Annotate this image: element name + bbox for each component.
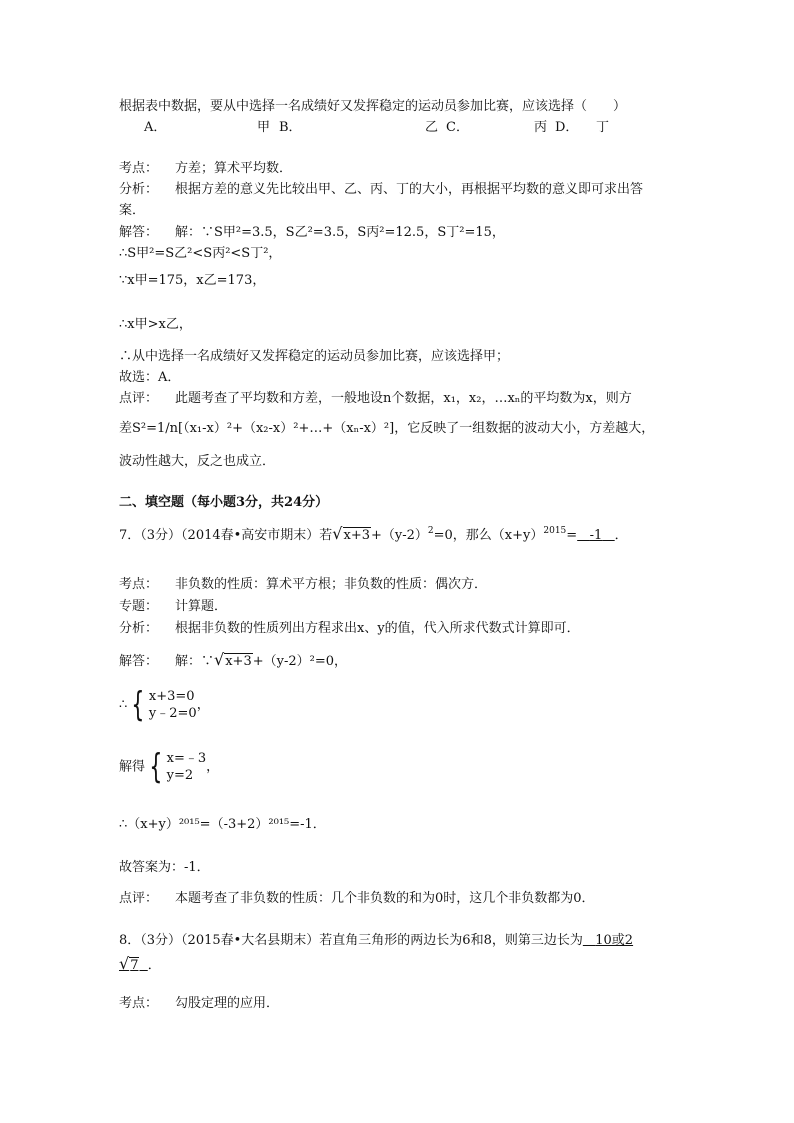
q7-stem-mid: +（y-2） bbox=[371, 528, 428, 543]
q7-stem-end: ． bbox=[614, 528, 628, 543]
q6-option-b: B． bbox=[279, 120, 302, 135]
q7-answer-line: 故答案为：-1． bbox=[119, 860, 210, 875]
q7-eq: = bbox=[566, 528, 578, 543]
system-1-eq-a: x+3=0 bbox=[148, 689, 195, 704]
dianping-text: 本题考查了非负数的性质：几个非负数的和为0时，这几个非负数都为0． bbox=[175, 891, 595, 906]
q7-stem-pre: 7．（3分）（2014春•高安市期末）若 bbox=[119, 528, 333, 543]
q6-jieda-3: ∵x甲=175，x乙=173， bbox=[119, 273, 266, 288]
sqrt-symbol: √x+3 bbox=[214, 650, 252, 669]
q6-jieda-2: ∴S甲²=S乙²<S丙²<S丁²， bbox=[119, 246, 282, 261]
q8-stem-2: √7 ． bbox=[119, 954, 161, 973]
brace-icon: { bbox=[131, 685, 145, 725]
zhuanti-text: 计算题． bbox=[175, 599, 228, 614]
system-2-eq-b: y=2 bbox=[166, 768, 194, 783]
q7-answer: -1 bbox=[589, 528, 603, 543]
fenxi-text: 根据方差的意义先比较出甲、乙、丙、丁的大小，再根据平均数的意义即可求出答 bbox=[175, 182, 644, 197]
fenxi-text: 根据非负数的性质列出方程求出x、y的值，代入所求代数式计算即可． bbox=[175, 621, 580, 636]
q7-stem: 7．（3分）（2014春•高安市期末）若$√x+3+(y-2)^2=0$，那么$(x+y)^{2015}=$ -1 ． bbox=[119, 524, 628, 543]
q6-jieda-5: ∴从中选择一名成绩好又发挥稳定的运动员参加比赛，应该选择甲； bbox=[119, 349, 510, 364]
q7-result: ∴（x+y）²⁰¹⁵=（-3+2）²⁰¹⁵=-1． bbox=[119, 817, 326, 832]
q7-zhuanti bbox=[119, 600, 227, 613]
q6-dianping bbox=[119, 392, 632, 405]
q8-stem-pre: 8．（3分）（2015春•大名县期末）若直角三角形的两边长为6和8，则第三边长为 bbox=[119, 933, 583, 948]
q6-option-a: A． bbox=[144, 120, 167, 135]
dianping-label: 点评： bbox=[119, 391, 159, 406]
kaodian-text: 方差；算术平均数． bbox=[175, 161, 293, 176]
q7-exponent: 2015 bbox=[543, 526, 567, 536]
q6-fenxi-2: 案． bbox=[119, 203, 146, 218]
kaodian-label: 考点： bbox=[119, 577, 159, 592]
q6-option-d-value: 丁 bbox=[596, 120, 610, 135]
q8-answer-a: 10或2 bbox=[595, 933, 634, 948]
fenxi-label: 分析： bbox=[119, 182, 159, 197]
q6-kaodian bbox=[119, 162, 292, 175]
kaodian-label: 考点： bbox=[119, 161, 159, 176]
q7-dianping bbox=[119, 892, 595, 905]
q7-system-2: 解得 { x=﹣3 y=2 ， bbox=[119, 747, 220, 787]
dianping-line-1: 此题考查了平均数和方差，一般地设n个数据，x₁，x₂，…xₙ的平均数为x，则方 bbox=[175, 391, 632, 406]
sqrt-symbol: √7 bbox=[119, 954, 139, 973]
dianping-label: 点评： bbox=[119, 891, 159, 906]
q6-dianping-2: 差S²=1/n[（x₁-x）²+（x₂-x）²+…+（xₙ-x）²]，它反映了一组数据的波动大小，方差越大， bbox=[119, 421, 655, 436]
q7-system-1: ∴ { x+3=0 y﹣2=0 ， bbox=[119, 685, 210, 725]
zhuanti-label: 专题： bbox=[119, 599, 159, 614]
brace-icon: { bbox=[149, 747, 163, 787]
q6-option-b-value: 乙 bbox=[425, 120, 439, 135]
q7-kaodian bbox=[119, 578, 487, 591]
jieda-line-1: 解：∵S甲²=3.5，S乙²=3.5，S丙²=12.5，S丁²=15， bbox=[175, 225, 505, 240]
system-2-eq-a: x=﹣3 bbox=[166, 751, 207, 766]
jieda-line-1-pre: 解：∵ bbox=[175, 654, 215, 669]
q7-stem-post: =0，那么（x+y） bbox=[433, 528, 544, 543]
q6-option-c-value: 丙 bbox=[534, 120, 548, 135]
kaodian-text: 非负数的性质：算术平方根；非负数的性质：偶次方． bbox=[175, 577, 488, 592]
q6-option-a-value: 甲 bbox=[257, 120, 271, 135]
system-2-pre: 解得 bbox=[119, 759, 146, 775]
sqrt-symbol: √x+3 bbox=[332, 524, 370, 543]
q6-dianping-3: 波动性越大，反之也成立． bbox=[119, 454, 276, 469]
q6-jieda-4: ∴x甲>x乙， bbox=[119, 317, 192, 332]
q6-option-c: C． bbox=[446, 120, 469, 135]
q8-stem bbox=[119, 934, 633, 947]
section-title: 二、填空题（每小题3分，共24分） bbox=[119, 495, 329, 510]
q6-option-d: D． bbox=[555, 120, 579, 135]
q6-fenxi bbox=[119, 183, 643, 196]
q7-jieda bbox=[119, 652, 347, 668]
kaodian-text: 勾股定理的应用． bbox=[175, 996, 280, 1011]
q7-fenxi bbox=[119, 622, 580, 635]
q6-answer: 故选：A． bbox=[119, 370, 181, 385]
q8-kaodian bbox=[119, 997, 279, 1010]
q6-stem: 根据表中数据，要从中选择一名成绩好又发挥稳定的运动员参加比赛，应该选择（ ） bbox=[119, 99, 627, 114]
q6-jieda bbox=[119, 226, 505, 239]
jieda-label: 解答： bbox=[119, 654, 159, 669]
jieda-label: 解答： bbox=[119, 225, 159, 240]
jieda-line-1-post: +（y-2）²=0， bbox=[252, 654, 347, 669]
kaodian-label: 考点： bbox=[119, 996, 159, 1011]
fenxi-label: 分析： bbox=[119, 621, 159, 636]
system-1-eq-b: y﹣2=0 bbox=[148, 706, 197, 721]
